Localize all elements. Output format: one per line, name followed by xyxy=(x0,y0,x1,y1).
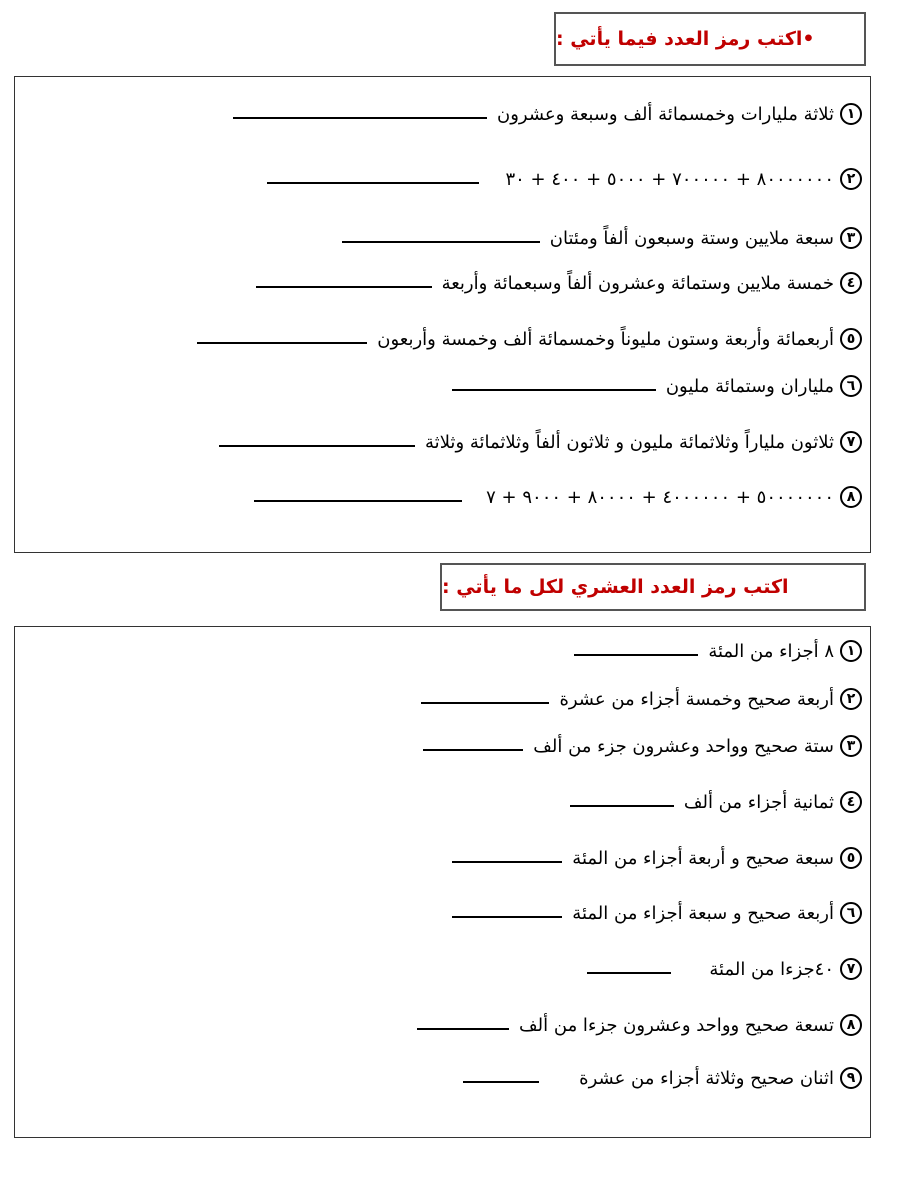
item-number: ٤ xyxy=(840,791,862,813)
s1-item-2 xyxy=(267,168,862,190)
item-text: سبعة صحيح و أربعة أجزاء من المئة xyxy=(572,847,834,869)
item-text: أربعة صحيح و سبعة أجزاء من المئة xyxy=(572,902,834,924)
item-number: ٢ xyxy=(840,168,862,190)
section1-title: •اكتب رمز العدد فيما يأتي : xyxy=(556,28,815,50)
section2-title-box xyxy=(440,563,866,611)
item-number: ٧ xyxy=(840,431,862,453)
s1-item-5 xyxy=(197,328,862,350)
item-number: ٩ xyxy=(840,1067,862,1089)
s1-item-8 xyxy=(254,486,862,508)
item-text: اثنان صحيح وثلاثة أجزاء من عشرة xyxy=(579,1067,834,1089)
s1-item-4 xyxy=(256,272,862,294)
s2-item-4 xyxy=(570,791,862,813)
item-number: ٦ xyxy=(840,375,862,397)
item-text: أربعة صحيح وخمسة أجزاء من عشرة xyxy=(559,688,834,710)
item-text: خمسة ملايين وستمائة وعشرون ألفاً وسبعمائة وأربعة xyxy=(441,272,834,294)
answer-blank[interactable] xyxy=(587,972,671,974)
answer-blank[interactable] xyxy=(423,749,523,751)
item-text: ٤٠جزءا من المئة xyxy=(709,958,834,980)
s2-item-1 xyxy=(574,640,862,662)
item-number: ٣ xyxy=(840,735,862,757)
answer-blank[interactable] xyxy=(256,286,432,288)
item-text: ٨٠٠٠٠٠٠٠ + ٧٠٠٠٠٠ + ٥٠٠٠ + ٤٠٠ + ٣٠ xyxy=(505,168,834,190)
s1-item-7 xyxy=(219,431,862,453)
item-text: ثلاثون ملياراً وثلاثمائة مليون و ثلاثون ألفاً وثلاثمائة وثلاثة xyxy=(425,431,834,453)
item-number: ٧ xyxy=(840,958,862,980)
item-text: تسعة صحيح وواحد وعشرون جزءا من ألف xyxy=(519,1014,834,1036)
item-text: ستة صحيح وواحد وعشرون جزء من ألف xyxy=(533,735,834,757)
s1-item-3 xyxy=(342,227,862,249)
item-number: ٣ xyxy=(840,227,862,249)
s2-item-3 xyxy=(423,735,862,757)
answer-blank[interactable] xyxy=(254,500,462,502)
item-number: ٢ xyxy=(840,688,862,710)
s2-item-6 xyxy=(452,902,862,924)
answer-blank[interactable] xyxy=(570,805,674,807)
item-text: ٥٠٠٠٠٠٠٠ + ٤٠٠٠٠٠٠ + ٨٠٠٠٠ + ٩٠٠٠ + ٧ xyxy=(486,486,834,508)
answer-blank[interactable] xyxy=(197,342,367,344)
section1-panel xyxy=(14,76,871,553)
answer-blank[interactable] xyxy=(219,445,415,447)
answer-blank[interactable] xyxy=(463,1081,539,1083)
item-text: أربعمائة وأربعة وستون مليوناً وخمسمائة ألف وخمسة وأربعون xyxy=(377,328,834,350)
item-text: سبعة ملايين وستة وسبعون ألفاً ومئتان xyxy=(549,227,834,249)
item-number: ٨ xyxy=(840,1014,862,1036)
item-number: ٥ xyxy=(840,847,862,869)
item-number: ٥ xyxy=(840,328,862,350)
item-text: ملياران وستمائة مليون xyxy=(665,375,834,397)
answer-blank[interactable] xyxy=(342,241,540,243)
item-number: ٨ xyxy=(840,486,862,508)
s2-item-5 xyxy=(452,847,862,869)
answer-blank[interactable] xyxy=(421,702,549,704)
s1-item-6 xyxy=(452,375,862,397)
item-number: ١ xyxy=(840,103,862,125)
item-number: ١ xyxy=(840,640,862,662)
section2-title: اكتب رمز العدد العشري لكل ما يأتي : xyxy=(442,576,789,598)
item-number: ٦ xyxy=(840,902,862,924)
item-text: ٨ أجزاء من المئة xyxy=(708,640,834,662)
section1-title-box xyxy=(554,12,866,66)
answer-blank[interactable] xyxy=(267,182,479,184)
s2-item-7 xyxy=(587,958,862,980)
s2-item-9 xyxy=(463,1067,862,1089)
answer-blank[interactable] xyxy=(233,117,487,119)
s1-item-1 xyxy=(233,103,862,125)
answer-blank[interactable] xyxy=(417,1028,509,1030)
answer-blank[interactable] xyxy=(452,389,656,391)
answer-blank[interactable] xyxy=(452,861,562,863)
s2-item-2 xyxy=(421,688,862,710)
item-text: ثمانية أجزاء من ألف xyxy=(683,791,834,813)
item-text: ثلاثة مليارات وخمسمائة ألف وسبعة وعشرون xyxy=(497,103,834,125)
answer-blank[interactable] xyxy=(574,654,698,656)
s2-item-8 xyxy=(417,1014,862,1036)
answer-blank[interactable] xyxy=(452,916,562,918)
item-number: ٤ xyxy=(840,272,862,294)
